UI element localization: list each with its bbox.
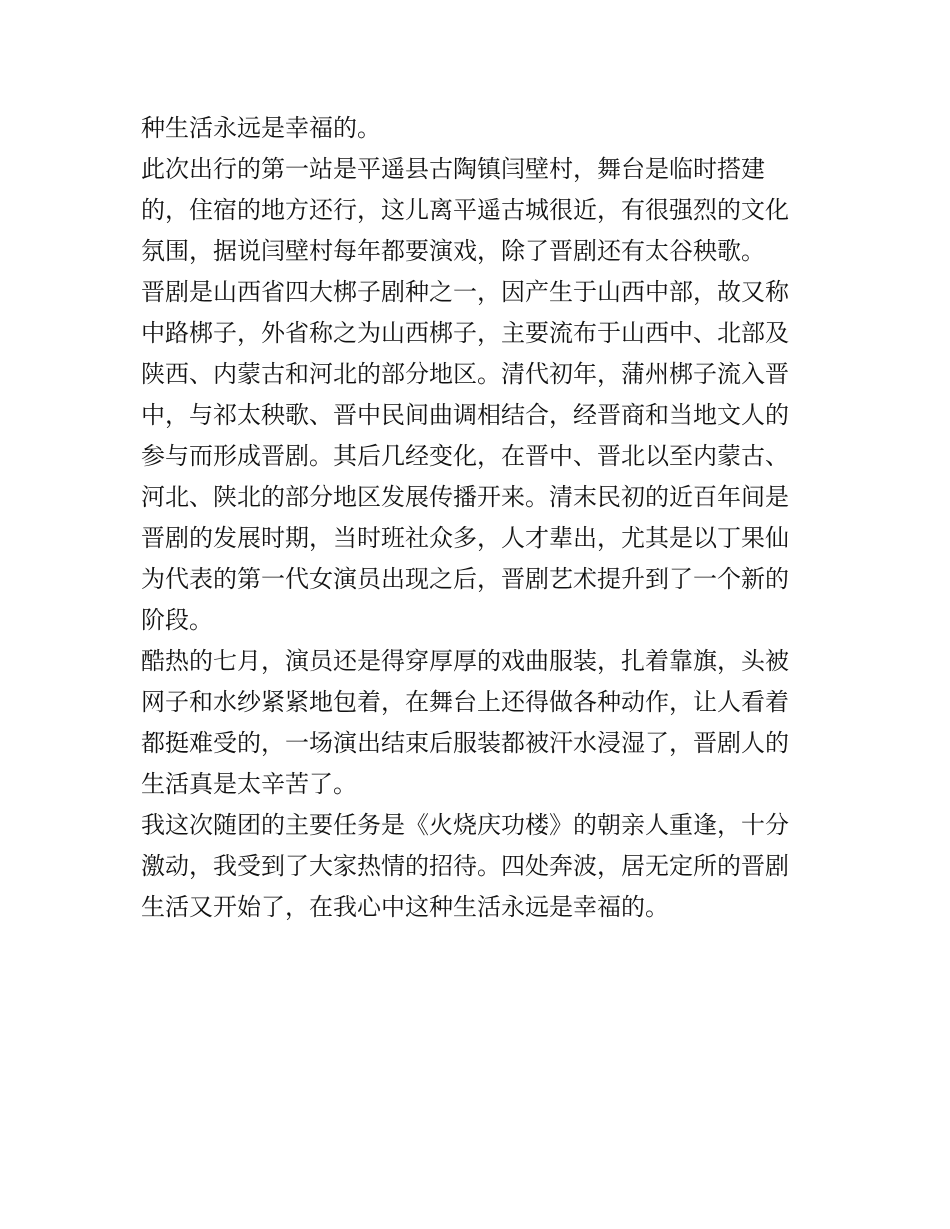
text-line: 中路梆子，外省称之为山西梆子，主要流布于山西中、北部及 [141, 319, 789, 347]
paragraph-3 [141, 272, 821, 641]
text-line: 生活真是太辛苦了。 [141, 770, 357, 798]
paragraph-4 [141, 641, 821, 805]
text-line: 种生活永远是幸福的。 [141, 114, 381, 142]
text-line: 为代表的第一代女演员出现之后，晋剧艺术提升到了一个新的 [141, 565, 789, 593]
text-line: 阶段。 [141, 606, 213, 634]
text-line: 陕西、内蒙古和河北的部分地区。清代初年，蒲州梆子流入晋 [141, 360, 789, 388]
text-line: 都挺难受的，一场演出结束后服装都被汗水浸湿了，晋剧人的 [141, 729, 789, 757]
text-line: 激动，我受到了大家热情的招待。四处奔波，居无定所的晋剧 [141, 852, 789, 880]
text-line: 中，与祁太秧歌、晋中民间曲调相结合，经晋商和当地文人的 [141, 401, 789, 429]
text-line: 晋剧的发展时期，当时班社众多，人才辈出，尤其是以丁果仙 [141, 524, 789, 552]
paragraph-1 [141, 108, 821, 149]
text-line: 的，住宿的地方还行，这儿离平遥古城很近，有很强烈的文化 [141, 196, 789, 224]
text-line: 参与而形成晋剧。其后几经变化，在晋中、晋北以至内蒙古、 [141, 442, 789, 470]
paragraph-2 [141, 149, 821, 272]
text-line: 我这次随团的主要任务是《火烧庆功楼》的朝亲人重逢，十分 [141, 811, 789, 839]
text-line: 酷热的七月，演员还是得穿厚厚的戏曲服装，扎着靠旗，头被 [141, 647, 789, 675]
text-line: 网子和水纱紧紧地包着，在舞台上还得做各种动作，让人看着 [141, 688, 789, 716]
paragraph-5 [141, 805, 821, 928]
text-line: 氛围，据说闫壁村每年都要演戏，除了晋剧还有太谷秧歌。 [141, 237, 765, 265]
text-line: 河北、陕北的部分地区发展传播开来。清末民初的近百年间是 [141, 483, 789, 511]
text-line: 生活又开始了，在我心中这种生活永远是幸福的。 [141, 893, 669, 921]
text-line: 晋剧是山西省四大梆子剧种之一，因产生于山西中部，故又称 [141, 278, 789, 306]
document-body [141, 108, 821, 928]
text-line: 此次出行的第一站是平遥县古陶镇闫壁村，舞台是临时搭建 [141, 155, 765, 183]
